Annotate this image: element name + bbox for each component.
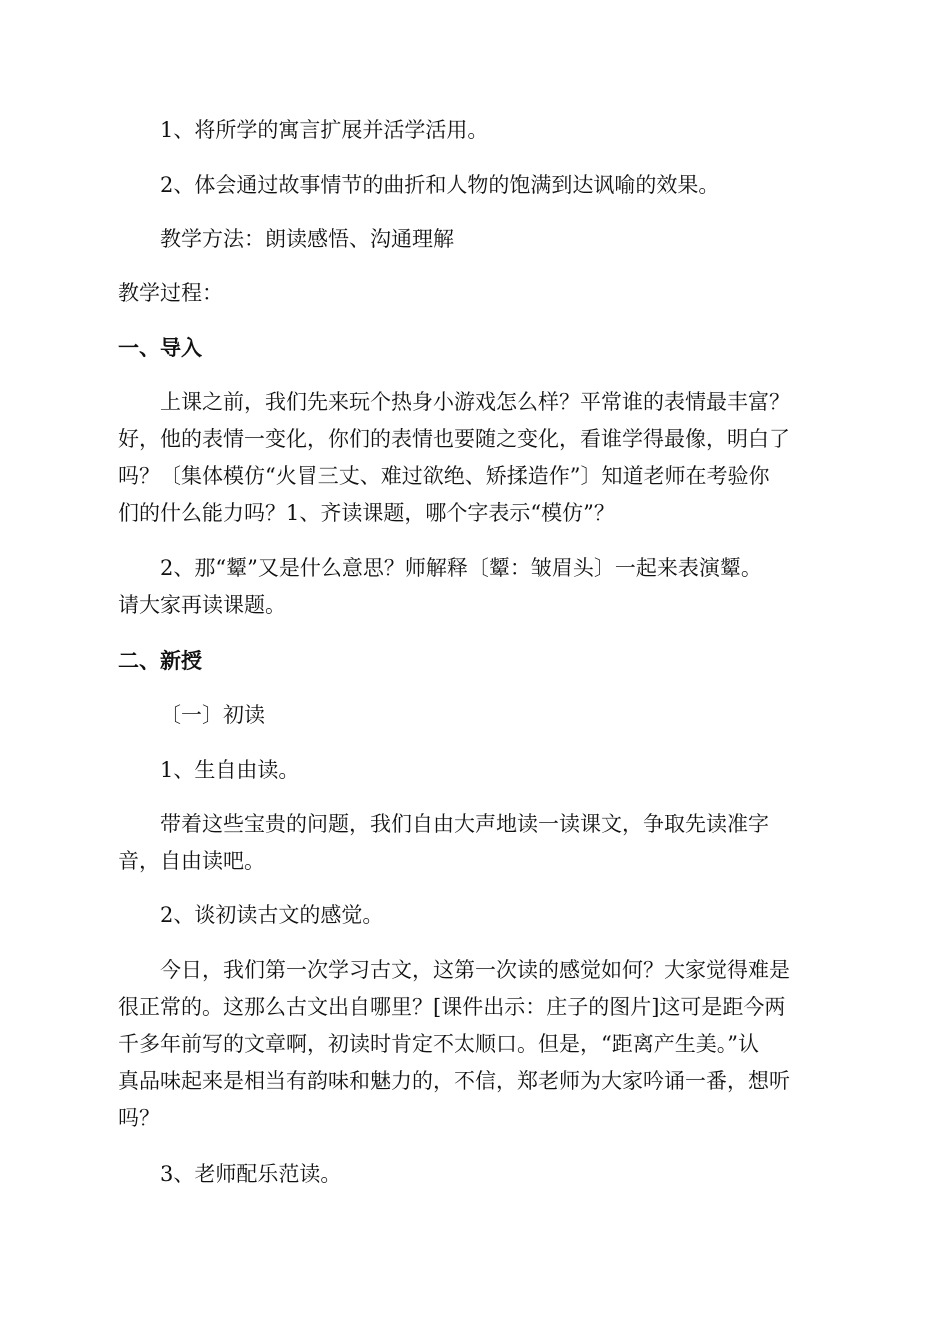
paragraph-line: 好，他的表情一变化，你们的表情也要随之变化，看谁学得最像，明白了 — [118, 427, 790, 451]
paragraph-line: 2、那“颦”又是什么意思？师解释〔颦：皱眉头〕一起来表演颦。 — [160, 556, 762, 580]
step-item: 1、生自由读。 — [160, 758, 300, 782]
paragraph-line: 带着这些宝贵的问题，我们自由大声地读一读课文，争取先读准字 — [160, 812, 769, 836]
teaching-process-heading: 教学过程： — [118, 281, 223, 305]
step-item: 2、谈初读古文的感觉。 — [160, 903, 384, 927]
paragraph-line: 千多年前写的文章啊，初读时肯定不太顺口。但是，“距离产生美。”认 — [118, 1032, 759, 1056]
paragraph-line: 请大家再读课题。 — [118, 593, 286, 617]
paragraph-line: 真品味起来是相当有韵味和魅力的，不信，郑老师为大家吟诵一番，想听 — [118, 1069, 790, 1093]
goal-item-1: 1、将所学的寓言扩展并活学活用。 — [160, 118, 489, 142]
paragraph-line: 今日，我们第一次学习古文，这第一次读的感觉如何？大家觉得难是 — [160, 958, 790, 982]
subsection-heading: 〔一〕初读 — [160, 703, 265, 727]
section-heading-intro: 一、导入 — [118, 336, 202, 360]
paragraph-line: 上课之前，我们先来玩个热身小游戏怎么样？平常谁的表情最丰富？ — [160, 390, 790, 414]
paragraph-line: 音，自由读吧。 — [118, 849, 265, 873]
goal-item-2: 2、体会通过故事情节的曲折和人物的饱满到达讽喻的效果。 — [160, 173, 720, 197]
paragraph-line: 很正常的。这那么古文出自哪里？[课件出示：庄子的图片]这可是距今两 — [118, 995, 786, 1019]
teaching-method: 教学方法：朗读感悟、沟通理解 — [160, 227, 454, 251]
step-item: 3、老师配乐范读。 — [160, 1162, 342, 1186]
paragraph-line: 吗？〔集体模仿“火冒三丈、难过欲绝、矫揉造作”〕知道老师在考验你 — [118, 464, 770, 488]
paragraph-line: 吗？ — [118, 1106, 160, 1130]
section-heading-new: 二、新授 — [118, 649, 202, 673]
paragraph-line: 们的什么能力吗？1、齐读课题，哪个字表示“模仿”？ — [118, 501, 615, 525]
